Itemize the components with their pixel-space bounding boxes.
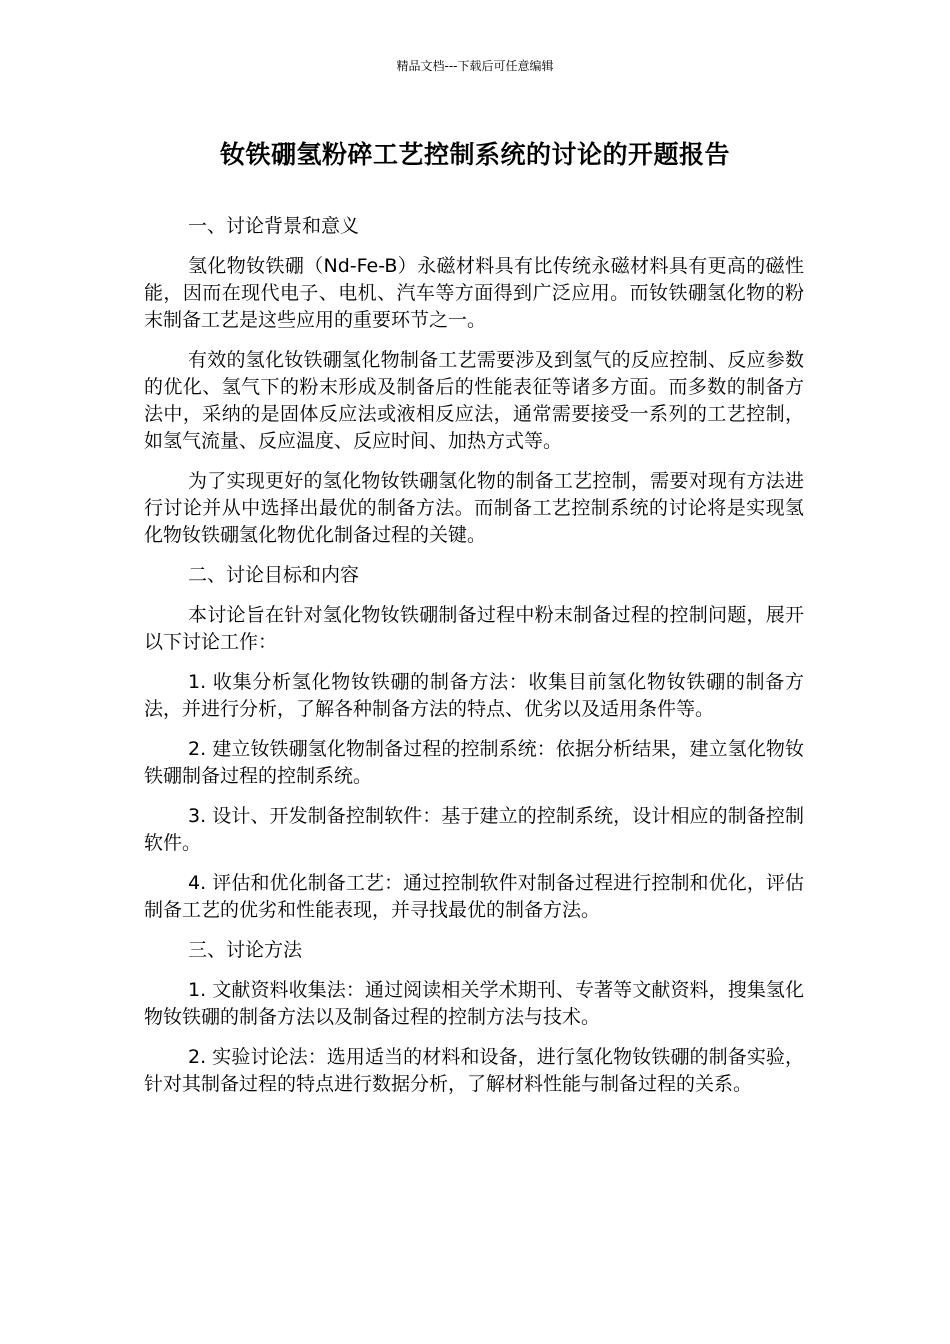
list-item: 2. 建立钕铁硼氢化物制备过程的控制系统：依据分析结果，建立氢化物钕铁硼制备过程的控制系统。 bbox=[144, 738, 804, 787]
paragraph: 氢化物钕铁硼（Nd-Fe-B）永磁材料具有比传统永磁材料具有更高的磁性能，因而在现代电子、电机、汽车等方面得到广泛应用。而钕铁硼氢化物的粉末制备工艺是这些应用的重要环节之一。 bbox=[144, 255, 804, 331]
list-item: 2. 实验讨论法：选用适当的材料和设备，进行氢化物钕铁硼的制备实验，针对其制备过程的特点进行数据分析，了解材料性能与制备过程的关系。 bbox=[144, 1046, 804, 1095]
document-body bbox=[144, 213, 804, 1111]
section-heading: 二、讨论目标和内容 bbox=[188, 564, 360, 586]
list-item: 3. 设计、开发制备控制软件：基于建立的控制系统，设计相应的制备控制软件。 bbox=[144, 805, 804, 854]
list-item: 1. 文献资料收集法：通过阅读相关学术期刊、专著等文献资料，搜集氢化物钕铁硼的制备方法以及制备过程的控制方法与技术。 bbox=[144, 979, 804, 1028]
list-item: 4. 评估和优化制备工艺：通过控制软件对制备过程进行控制和优化，评估制备工艺的优劣和性能表现，并寻找最优的制备方法。 bbox=[144, 872, 804, 921]
paragraph: 有效的氢化钕铁硼氢化物制备工艺需要涉及到氢气的反应控制、反应参数的优化、氢气下的粉末形成及制备后的性能表征等诸多方面。而多数的制备方法中，采纳的是固体反应法或液相反应法，通常需要接受一系列的工艺控制，如氢气流量、反应温度、反应时间、加热方式等。 bbox=[144, 349, 804, 452]
section-heading: 一、讨论背景和意义 bbox=[188, 215, 360, 237]
document-title: 钕铁硼氢粉碎工艺控制系统的讨论的开题报告 bbox=[219, 140, 730, 169]
paragraph: 为了实现更好的氢化物钕铁硼氢化物的制备工艺控制，需要对现有方法进行讨论并从中选择出最优的制备方法。而制备工艺控制系统的讨论将是实现氢化物钕铁硼氢化物优化制备过程的关键。 bbox=[144, 470, 804, 546]
paragraph: 本讨论旨在针对氢化物钕铁硼制备过程中粉末制备过程的控制问题，展开以下讨论工作： bbox=[144, 604, 804, 653]
page-header: 精品文档---下载后可任意编辑 bbox=[396, 59, 554, 73]
list-item: 1. 收集分析氢化物钕铁硼的制备方法：收集目前氢化物钕铁硼的制备方法，并进行分析，了解各种制备方法的特点、优劣以及适用条件等。 bbox=[144, 671, 804, 720]
section-heading: 三、讨论方法 bbox=[188, 939, 303, 961]
